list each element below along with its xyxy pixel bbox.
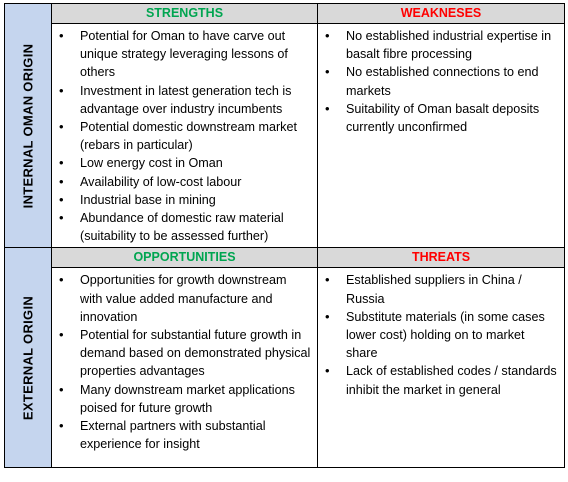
weaknesses-cell: [318, 24, 565, 248]
list-item: • Industrial base in mining: [80, 191, 311, 209]
strengths-list: [52, 24, 317, 247]
list-item: • Established suppliers in China / Russia: [346, 271, 558, 307]
weaknesses-list: [318, 24, 564, 138]
list-item: • Abundance of domestic raw material (suitability to be assessed further): [80, 209, 311, 245]
external-origin-label: EXTERNAL ORIGIN: [20, 295, 36, 421]
strengths-header: STRENGTHS: [52, 4, 318, 24]
list-item: • Many downstream market applications poised for future growth: [80, 381, 311, 417]
threats-header: THREATS: [318, 248, 565, 268]
list-item: • Opportunities for growth downstream with value added manufacture and innovation: [80, 271, 311, 326]
list-item: • Potential for Oman to have carve out unique strategy leveraging lessons of others: [80, 27, 311, 82]
weaknesses-header: WEAKNESES: [318, 4, 565, 24]
opportunities-cell: [52, 268, 318, 468]
strengths-cell: [52, 24, 318, 248]
list-item: • No established industrial expertise in basalt fibre processing: [346, 27, 558, 63]
list-item: • Suitability of Oman basalt deposits currently unconfirmed: [346, 100, 558, 136]
list-item: • Substitute materials (in some cases lower cost) holding on to market share: [346, 308, 558, 363]
opportunities-list: [52, 268, 317, 455]
list-item: • No established connections to end markets: [346, 63, 558, 99]
list-item: • External partners with substantial experience for insight: [80, 417, 311, 453]
list-item: • Investment in latest generation tech is advantage over industry incumbents: [80, 82, 311, 118]
opportunities-header: OPPORTUNITIES: [52, 248, 318, 268]
list-item: • Potential domestic downstream market (rebars in particular): [80, 118, 311, 154]
internal-origin-label: INTERNAL OMAN ORIGIN: [20, 43, 36, 209]
list-item: • Lack of established codes / standards inhibit the market in general: [346, 362, 558, 398]
external-origin-side-cell: [5, 248, 52, 468]
threats-cell: [318, 268, 565, 468]
list-item: • Low energy cost in Oman: [80, 154, 311, 172]
threats-list: [318, 268, 564, 400]
list-item: • Availability of low-cost labour: [80, 173, 311, 191]
list-item: • Potential for substantial future growth in demand based on demonstrated physical properties advantages: [80, 326, 311, 381]
swot-table: [4, 3, 565, 468]
internal-origin-side-cell: [5, 4, 52, 248]
